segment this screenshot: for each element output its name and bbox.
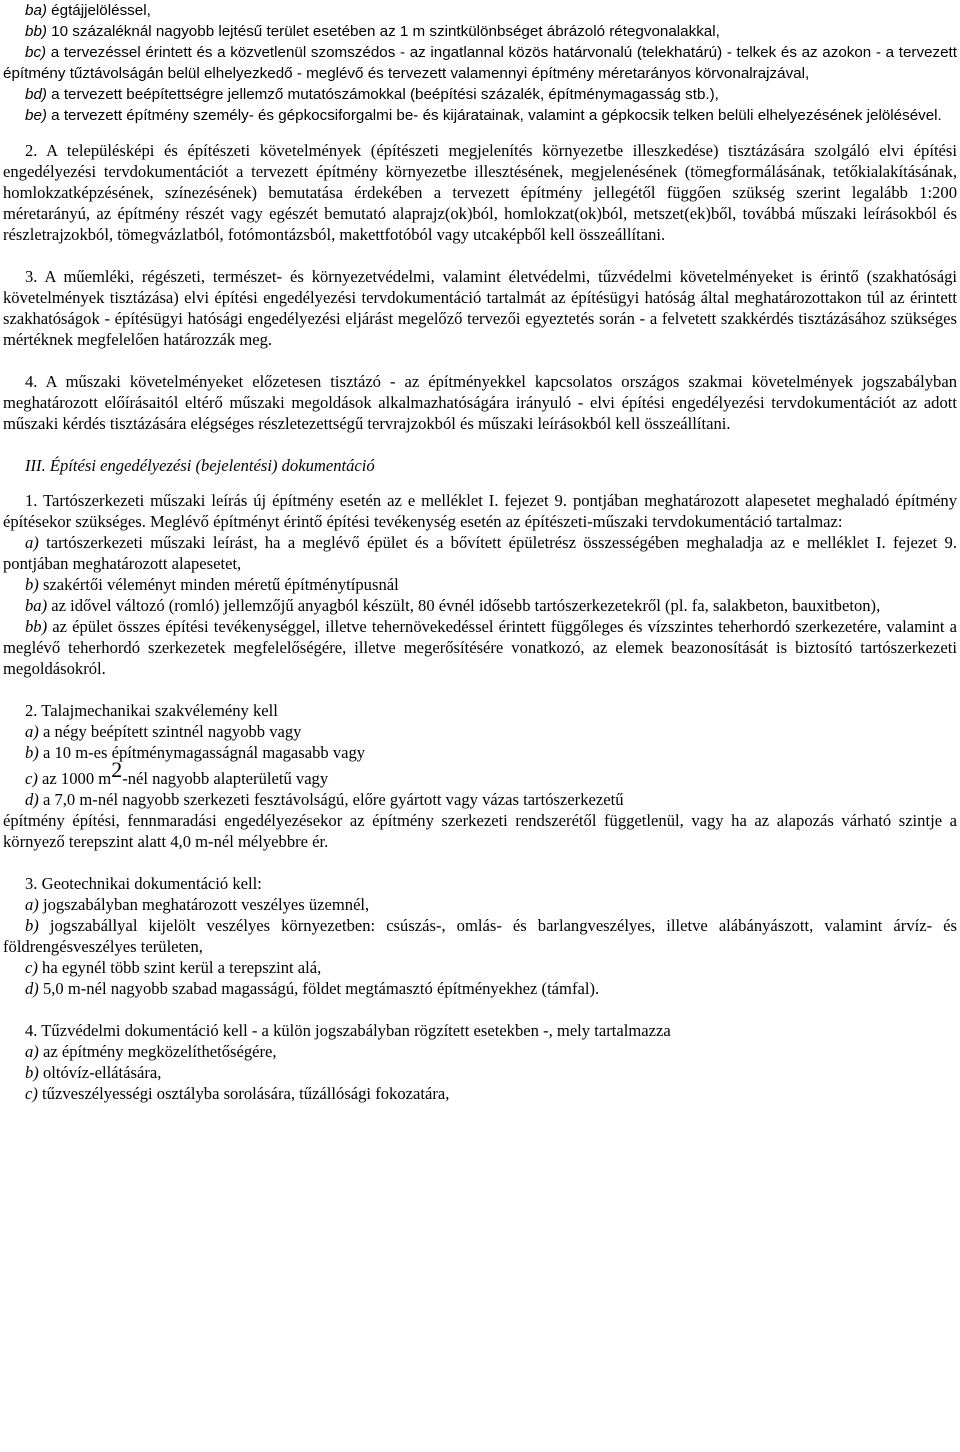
section-3-paragraph: 3. A műemléki, régészeti, természet- és környezetvédelmi, valamint életvédelmi, tűzvédelmi követelményeket is érintő (szakhatósági követelmények tisztázása) elvi építési engedélyezési tervdokumentáció tartalmát az építésügyi hatóság által meghatározottakon túl az érintett szakhatóságok - építésügyi hatósági engedélyezési eljárást megelőző tervezői egyeztetés során - a felvetett szakkérdés tisztázásához szükséges mértéknek megfelelően határozzák meg. <box>3 267 957 349</box>
list-item-ba <box>3 0 957 21</box>
item-label: c) <box>25 1084 38 1103</box>
part-4-item-c <box>3 1083 957 1104</box>
item-text-post: -nél nagyobb alapterületű vagy <box>122 769 329 788</box>
part-1-item-a <box>3 532 957 574</box>
item-label: bb) <box>25 617 48 636</box>
item-label: ba) <box>25 2 47 19</box>
part-1-item-ba <box>3 595 957 616</box>
item-text: oltóvíz-ellátására, <box>38 1063 162 1082</box>
part-1-intro: 1. Tartószerkezeti műszaki leírás új építmény esetén az e melléklet I. fejezet 9. pontjában meghatározott alapesetet meghaladó építmény építésekor szükséges. Meglévő építményt érintő építési tevékenység esetén az építészeti-műszaki tervdokumentáció tartalmaz: <box>3 491 957 531</box>
item-text: ha egynél több szint kerül a terepszint alá, <box>37 958 322 977</box>
part-1-item-b <box>3 574 957 595</box>
item-label: c) <box>25 769 38 788</box>
item-label: d) <box>25 790 39 809</box>
part-4 <box>3 1020 957 1104</box>
heading-text: III. Építési engedélyezési (bejelentési) dokumentáció <box>25 456 375 475</box>
part-4-item-a <box>3 1041 957 1062</box>
item-text: a 7,0 m-nél nagyobb szerkezeti fesztávolságú, előre gyártott vagy vázas tartószerkezetű <box>38 790 624 809</box>
item-text: a tervezéssel érintett és a közvetlenül szomszédos - az ingatlannal közös határvonalú (telekhatárú) - telkek és az azokon - a tervezett építmény tűztávolságán belül elhelyezkedő - meglévő és tervezett valamennyi építmény méretarányos körvonalrajzával, <box>3 44 957 82</box>
list-item-bc <box>3 42 957 84</box>
part-2-item-a <box>3 721 957 742</box>
part-3-item-c <box>3 957 957 978</box>
part-2-item-d <box>3 789 957 810</box>
item-text: tűzveszélyességi osztályba sorolására, tűzállósági fokozatára, <box>37 1084 450 1103</box>
section-heading-iii <box>3 455 957 476</box>
list-item-bd <box>3 84 957 105</box>
list-item-bb <box>3 21 957 42</box>
item-text: égtájjelöléssel, <box>46 2 151 19</box>
item-text: a négy beépített szintnél nagyobb vagy <box>38 722 302 741</box>
part-3-item-d <box>3 978 957 999</box>
part-1-item-bb <box>3 616 957 679</box>
item-label: a) <box>25 895 39 914</box>
part-4-intro: 4. Tűzvédelmi dokumentáció kell - a külön jogszabályban rögzített esetekben -, mely tartalmazza <box>25 1021 671 1040</box>
item-label: b) <box>25 575 39 594</box>
list-item-be <box>3 105 957 126</box>
item-label: bb) <box>25 23 47 40</box>
item-text: a tervezett építmény személy- és gépkocsiforgalmi be- és kijáratainak, valamint a gépkocsik telken belüli elhelyezésének jelölésével. <box>46 107 942 124</box>
section-2-paragraph: 2. A településképi és építészeti követelmények (építészeti megjelenítés környezetbe illeszkedése) tisztázására szolgáló elvi építési engedélyezési tervdokumentációt a tervezett építmény környezetbe illesztésének, megjelenésének (tömegformálásának, tetőkialakításának, homlokzatképzésének, színezésének) bemutatása érdekében a tervezett építmény jellegétől függően szükség szerint legalább 1:200 méretarányú, az építmény részét vagy egészét bemutató alaprajz(ok)ból, homlokzat(ok)ból, metszet(ek)ből, továbbá műszaki leírásokból és részletrajzokból, tömegvázlatból, fotómontázsból, makettfotóból vagy utcaképből kell összeállítani. <box>3 141 957 244</box>
part-2 <box>3 700 957 852</box>
part-2-item-c <box>3 757 957 789</box>
item-label: a) <box>25 533 39 552</box>
item-text: jogszabállyal kijelölt veszélyes környezetben: csúszás-, omlás- és barlangveszélyes, illetve alábányászott, valamint árvíz- és földrengésveszélyes területen, <box>3 916 957 956</box>
part-3-intro: 3. Geotechnikai dokumentáció kell: <box>25 874 262 893</box>
item-label: be) <box>25 107 47 124</box>
item-label: c) <box>25 958 38 977</box>
item-label: ba) <box>25 596 48 615</box>
item-label: b) <box>25 743 39 762</box>
part-3-item-b <box>3 915 957 957</box>
item-text: az épület összes építési tevékenységgel, illetve tehernövekedéssel érintett függőleges és vízszintes teherhordó szerkezetére, valamint a meglévő teherhordó szerkezetek megfelelőségére, illetve megerősítésére vonatkozó, az elemek beazonosítását is biztosító tartószerkezeti megoldásokról. <box>3 617 957 678</box>
item-text: az építmény megközelíthetőségére, <box>38 1042 277 1061</box>
item-label: a) <box>25 722 39 741</box>
superscript: 2 <box>111 757 123 782</box>
item-text: az idővel változó (romló) jellemzőjű anyagból készült, 80 évnél idősebb tartószerkezetekről (pl. fa, salakbeton, bauxitbeton), <box>47 596 881 615</box>
item-text: 10 százaléknál nagyobb lejtésű terület esetében az 1 m szintkülönbséget ábrázoló rétegvonalakkal, <box>46 23 720 40</box>
part-2-tail: építmény építési, fennmaradási engedélyezésekor az építmény szerkezeti rendszerétől függetlenül, vagy ha az alapozás várható szintje a környező terepszint alatt 4,0 m-nél mélyebbre ér. <box>3 811 957 851</box>
item-text: szakértői véleményt minden méretű építménytípusnál <box>38 575 399 594</box>
item-text: jogszabályban meghatározott veszélyes üzemnél, <box>38 895 370 914</box>
item-label: d) <box>25 979 39 998</box>
part-2-item-b <box>3 742 957 763</box>
part-1 <box>3 490 957 679</box>
item-text: 5,0 m-nél nagyobb szabad magasságú, földet megtámasztó építményekhez (támfal). <box>38 979 600 998</box>
section-4-paragraph: 4. A műszaki követelményeket előzetesen tisztázó - az építményekkel kapcsolatos országos szakmai követelmények jogszabályban meghatározott előírásaitól eltérő műszaki megoldások alkalmazhatóságára irányuló - elvi építési engedélyezési tervdokumentációt az adott műszaki kérdés tisztázására elégséges részletezettségű tervrajzokból és műszaki leírásokból kell összeállítani. <box>3 372 957 433</box>
item-text: a tervezett beépítettségre jellemző mutatószámokkal (beépítési százalék, építménymagasság stb.), <box>46 86 719 103</box>
item-label: b) <box>25 1063 39 1082</box>
document-page <box>3 0 957 1104</box>
item-label: a) <box>25 1042 39 1061</box>
part-3-item-a <box>3 894 957 915</box>
item-label: bd) <box>25 86 47 103</box>
part-2-intro: 2. Talajmechanikai szakvélemény kell <box>25 701 278 720</box>
top-list <box>3 0 957 126</box>
item-text-pre: az 1000 m <box>37 769 112 788</box>
item-label: bc) <box>25 44 47 61</box>
part-4-item-b <box>3 1062 957 1083</box>
item-label: b) <box>25 916 39 935</box>
part-3 <box>3 873 957 999</box>
item-text: a 10 m-es építménymagasságnál magasabb vagy <box>38 743 366 762</box>
item-text: tartószerkezeti műszaki leírást, ha a meglévő épület és a bővített épületrész összességében meghaladja az e melléklet I. fejezet 9. pontjában meghatározott alapesetet, <box>3 533 957 573</box>
